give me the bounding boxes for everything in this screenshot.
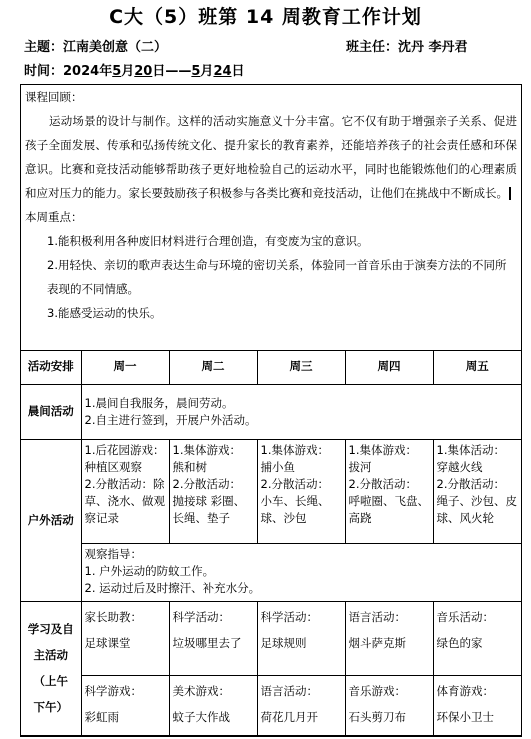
morning-row [21, 384, 521, 439]
teacher-row [346, 36, 468, 55]
study-tue-1: 科学活动： 垃圾哪里去了 [169, 601, 257, 675]
study-wed-2: 语言活动： 荷花几月开 [257, 675, 345, 735]
outdoor-wed: 1.集体游戏： 捕小鱼 2.分散活动： 小车、长绳、球、沙包 [257, 439, 345, 543]
review-body[interactable]: 运动场景的设计与制作。这样的活动实施意义十分丰富。它不仅有助于增强亲子关系、促进孩子全面发展、传承和弘扬传统文化、提升家长的教育素养，还能培养孩子的社会责任感和环保意识。比赛和竞技活动能够帮助孩子更好地检验自己的运动水平，同时也能锻炼他们的心理素质和应对压力的能力。家长要鼓励孩子积极参与各类比赛和竞技活动，让他们在挑战中不断成长。 [25, 114, 517, 200]
study-thu-2: 音乐游戏： 石头剪刀布 [345, 675, 433, 735]
day-fri: 周五 [433, 350, 521, 384]
day-thu: 周四 [345, 350, 433, 384]
review-heading: 课程回顾： [25, 90, 83, 104]
corner-cell: 活动安排 [21, 350, 81, 384]
outdoor-tue: 1.集体游戏： 熊和树 2.分散活动： 抛接球 彩圈、长绳、垫子 [169, 439, 257, 543]
morning-label: 晨间活动 [21, 384, 81, 439]
study-fri-1: 音乐活动： 绿色的家 [433, 601, 521, 675]
outdoor-mon: 1.后花园游戏：种植区观察 2.分散活动：除草、浇水、做观察记录 [81, 439, 169, 543]
study-wed-1: 科学活动： 足球规则 [257, 601, 345, 675]
outdoor-fri: 1.集体活动： 穿越火线 2.分散活动： 绳子、沙包、皮球、风火轮 [433, 439, 521, 543]
table-header-row [21, 350, 521, 384]
end-month: 5 [191, 64, 201, 79]
teacher-label: 班主任： [346, 40, 399, 55]
day-mon: 周一 [81, 350, 169, 384]
time-row [24, 60, 245, 79]
morning-content: 1.晨间自我服务，晨间劳动。 2.自主进行签到，开展户外活动。 [81, 384, 521, 439]
day-wed: 周三 [257, 350, 345, 384]
theme-label: 主题： [24, 40, 64, 55]
month-label-1: 月 [121, 64, 135, 79]
end-suffix: 日 [231, 64, 245, 79]
outdoor-label: 户外活动 [21, 439, 81, 601]
theme-row [24, 36, 167, 55]
study-row-1 [21, 601, 521, 675]
plan-sheet [20, 84, 522, 737]
study-label: 学习及自 主活动 （上午 下午） [21, 601, 81, 735]
outdoor-row [21, 439, 521, 543]
end-day: 24 [213, 64, 232, 79]
focus-point-3: 3.能感受运动的快乐。 [47, 306, 162, 320]
focus-point-1: 1.能积极利用各种废旧材料进行合理创造，有变废为宝的意识。 [47, 234, 369, 248]
time-year: 2024年 [63, 64, 113, 79]
date-separator: 日—— [152, 64, 192, 79]
start-month: 5 [112, 64, 122, 79]
start-day: 20 [134, 64, 153, 79]
course-review [21, 85, 521, 351]
focus-heading: 本周重点： [25, 210, 83, 224]
study-tue-2: 美术游戏： 蚊子大作战 [169, 675, 257, 735]
observe-row [21, 543, 521, 601]
outdoor-thu: 1.集体游戏： 拔河 2.分散活动： 呼啦圈、飞盘、高跷 [345, 439, 433, 543]
study-row-2 [21, 675, 521, 735]
text-cursor [509, 187, 511, 200]
observe-content: 观察指导： 1. 户外运动的防蚊工作。 2. 运动过后及时擦汗、补充水分。 [81, 543, 521, 601]
page-title: C大（5）班第 14 周教育工作计划 [109, 6, 422, 28]
schedule-table [21, 350, 521, 736]
teacher-names: 沈丹 李丹君 [398, 40, 468, 55]
study-mon-1: 家长助教： 足球课堂 [81, 601, 169, 675]
study-fri-2: 体育游戏： 环保小卫士 [433, 675, 521, 735]
focus-point-2: 2.用轻快、亲切的歌声表达生命与环境的密切关系，体验同一首音乐由于演奏方法的不同所表现的不同情感。 [47, 258, 507, 296]
time-label: 时间： [24, 64, 64, 79]
theme-value: 江南美创意（二） [63, 40, 168, 55]
day-tue: 周二 [169, 350, 257, 384]
study-thu-1: 语言活动： 烟斗萨克斯 [345, 601, 433, 675]
month-label-2: 月 [200, 64, 214, 79]
study-mon-2: 科学游戏： 彩虹雨 [81, 675, 169, 735]
